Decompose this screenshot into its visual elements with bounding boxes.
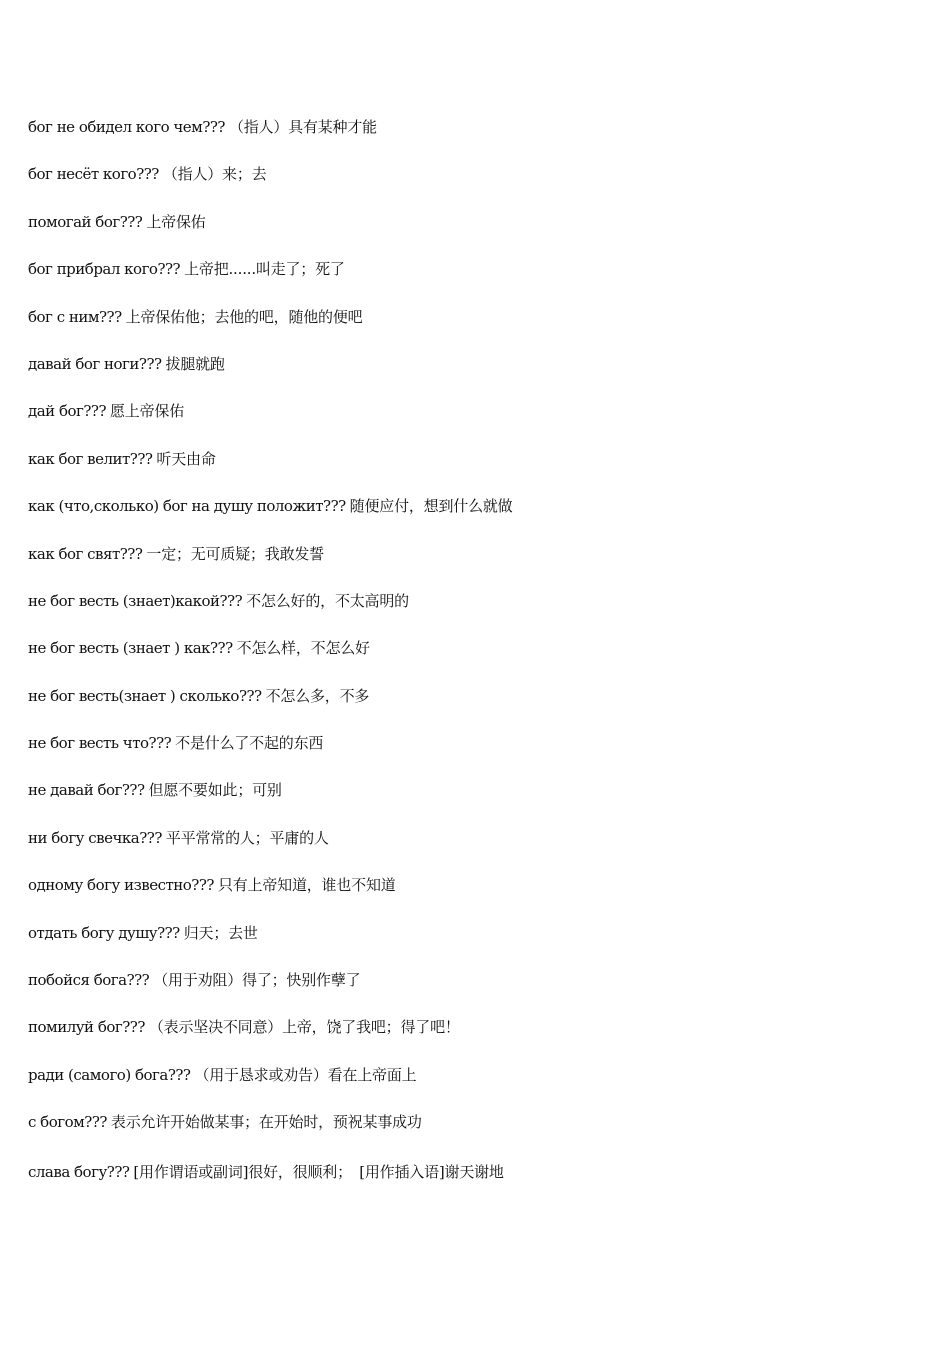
chinese-gloss: （用于恳求或劝告）看在上帝面上	[194, 1065, 417, 1084]
russian-phrase: бог не обидел кого чем???	[28, 118, 225, 136]
list-item	[28, 1160, 928, 1207]
chinese-gloss: 不怎么样，不怎么好	[236, 639, 370, 658]
list-item	[28, 1110, 928, 1157]
russian-phrase: как бог велит???	[28, 449, 153, 468]
list-item	[28, 826, 928, 873]
list-item	[28, 210, 928, 257]
russian-phrase: с богом???	[28, 1113, 107, 1132]
chinese-gloss: （指人）具有某种才能	[228, 118, 377, 136]
list-item	[28, 305, 928, 352]
idiom-list	[28, 115, 928, 1207]
russian-phrase: не давай бог???	[28, 781, 145, 800]
russian-phrase: помогай бог???	[28, 212, 143, 231]
russian-phrase: как (что,сколько) бог на душу положит???	[28, 497, 346, 516]
chinese-gloss: 归天；去世	[183, 923, 258, 942]
list-item	[28, 1015, 928, 1062]
list-item	[28, 636, 928, 683]
chinese-gloss: 但愿不要如此；可别	[148, 781, 282, 800]
chinese-gloss: 不怎么好的，不太高明的	[246, 591, 409, 610]
russian-phrase: не бог весть (знает ) как???	[28, 639, 233, 658]
chinese-gloss: （指人）来；去	[162, 165, 267, 184]
russian-phrase: помилуй бог???	[28, 1018, 145, 1037]
russian-phrase: бог несёт кого???	[28, 165, 159, 184]
list-item	[28, 778, 928, 825]
russian-phrase: бог с ним???	[28, 307, 122, 326]
chinese-gloss: 上帝把......叫走了；死了	[184, 260, 345, 279]
chinese-gloss: （用于劝阻）得了；快别作孽了	[153, 971, 361, 990]
list-item	[28, 684, 928, 731]
list-item	[28, 447, 928, 494]
list-item	[28, 162, 928, 209]
russian-phrase: слава богу???	[28, 1162, 130, 1181]
russian-phrase: давай бог ноги???	[28, 354, 162, 373]
list-item	[28, 589, 928, 636]
russian-phrase: дай бог???	[28, 402, 106, 421]
chinese-gloss: 一定；无可质疑；我敢发誓	[146, 544, 324, 563]
chinese-gloss: 上帝保佑	[146, 212, 206, 231]
chinese-gloss: 听天由命	[156, 449, 216, 468]
russian-phrase: не бог весть(знает ) сколько???	[28, 686, 262, 705]
list-item	[28, 257, 928, 304]
russian-phrase: как бог свят???	[28, 544, 143, 563]
chinese-gloss: 上帝保佑他；去他的吧，随他的便吧	[125, 307, 363, 326]
russian-phrase: ни богу свечка???	[28, 828, 162, 847]
list-item	[28, 399, 928, 446]
list-item	[28, 921, 928, 968]
list-item	[28, 968, 928, 1015]
chinese-gloss: 平平常常的人；平庸的人	[165, 828, 329, 847]
russian-phrase: отдать богу душу???	[28, 923, 180, 942]
list-item	[28, 873, 928, 920]
chinese-gloss: 随便应付，想到什么就做	[349, 497, 513, 516]
chinese-gloss: （表示坚决不同意）上帝，饶了我吧；得了吧！	[148, 1018, 460, 1037]
chinese-gloss: 表示允许开始做某事；在开始时，预祝某事成功	[110, 1113, 422, 1132]
russian-phrase: побойся бога???	[28, 971, 150, 990]
russian-phrase: одному богу известно???	[28, 876, 214, 895]
chinese-gloss: 只有上帝知道，谁也不知道	[217, 876, 396, 895]
chinese-gloss: 拔腿就跑	[165, 354, 225, 373]
chinese-gloss: 不是什么了不起的东西	[175, 734, 324, 753]
list-item	[28, 352, 928, 399]
russian-phrase: ради (самого) бога???	[28, 1065, 191, 1084]
list-item	[28, 115, 928, 162]
list-item	[28, 494, 928, 541]
list-item	[28, 1063, 928, 1110]
chinese-gloss: 不怎么多，不多	[265, 686, 370, 705]
list-item	[28, 542, 928, 589]
chinese-gloss: [用作谓语或副词]很好，很顺利； [用作插入语]谢天谢地	[133, 1162, 504, 1181]
russian-phrase: бог прибрал кого???	[28, 260, 181, 279]
list-item	[28, 731, 928, 778]
russian-phrase: не бог весть что???	[28, 734, 172, 753]
russian-phrase: не бог весть (знает)какой???	[28, 591, 243, 610]
chinese-gloss: 愿上帝保佑	[110, 402, 185, 421]
